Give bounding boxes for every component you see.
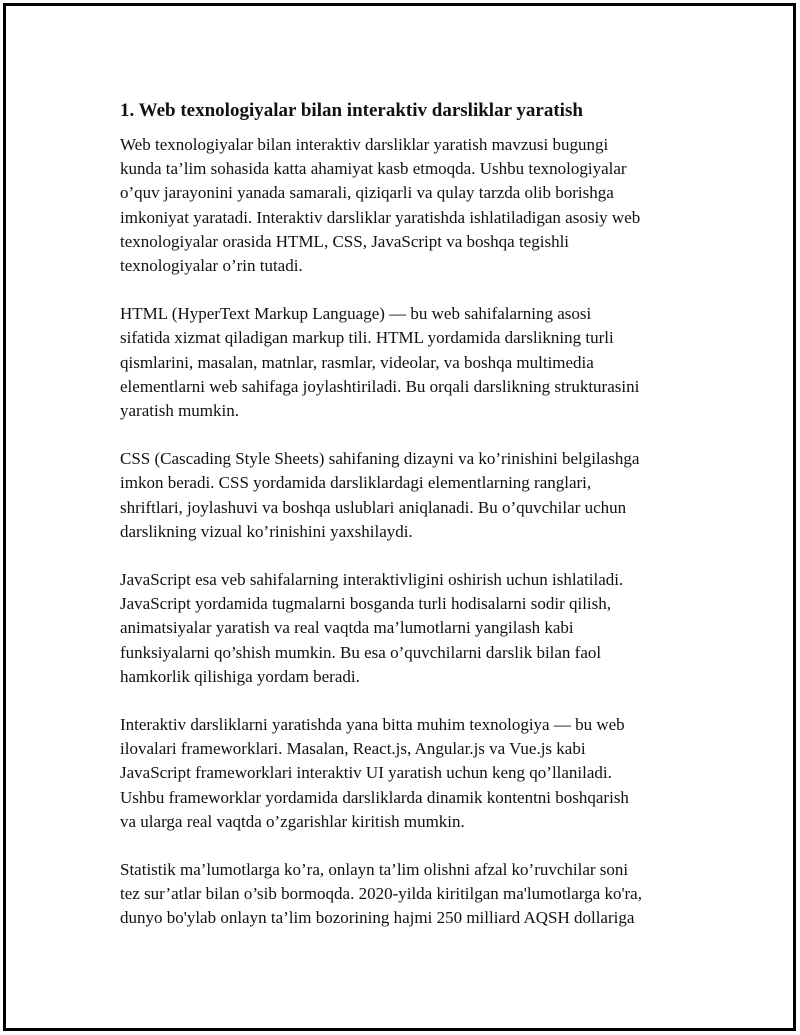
paragraph-css: CSS (Cascading Style Sheets) sahifaning dizayni va ko’rinishini belgilashga imkon beradi. CSS yordamida darsliklardagi elementlarning ranglari, shriftlari, joylashuvi va boshqa uslublari aniqlanadi. Bu o’quvchilar uchun darslikning vizual ko’rinishini yaxshilaydi. <box>120 449 640 541</box>
section-title: 1. Web texnologiyalar bilan interaktiv darsliklar yaratish <box>120 100 583 121</box>
paragraph-intro: Web texnologiyalar bilan interaktiv darsliklar yaratish mavzusi bugungi kunda ta’lim sohasida katta ahamiyat kasb etmoqda. Ushbu texnologiyalar o’quv jarayonini yanada samarali, qiziqarli va qulay tarzda olib borishga imkoniyat yaratadi. Interaktiv darsliklar yaratishda ishlatiladigan asosiy web texnologiyalar orasida HTML, CSS, JavaScript va boshqa tegishli texnologiyalar o’rin tutadi. <box>120 135 641 276</box>
paragraph-javascript: JavaScript esa veb sahifalarning interaktivligini oshirish uchun ishlatiladi. JavaScript yordamida tugmalarni bosganda turli hodisalarni sodir qilish, animatsiyalar yaratish va real vaqtda ma’lumotlarni yangilash kabi funksiyalarni qo’shish mumkin. Bu esa o’quvchilarni darslik bilan faol hamkorlik qilishiga yordam beradi. <box>120 570 624 686</box>
paragraph-frameworks: Interaktiv darsliklarni yaratishda yana bitta muhim texnologiya — bu web ilovalari frameworklari. Masalan, React.js, Angular.js va Vue.js kabi JavaScript frameworklari interaktiv UI yaratish uchun keng qo’llaniladi. Ushbu frameworklar yordamida darsliklarda dinamik kontentni boshqarish va ularga real vaqtda o’zgarishlar kiritish mumkin. <box>120 715 629 831</box>
document-body <box>120 98 695 955</box>
paragraph-html: HTML (HyperText Markup Language) — bu web sahifalarning asosi sifatida xizmat qiladigan markup tili. HTML yordamida darslikning turli qismlarini, masalan, matnlar, rasmlar, videolar, va boshqa multimedia elementlarni web sahifaga joylashtiriladi. Bu orqali darslikning strukturasini yaratish mumkin. <box>120 304 640 421</box>
paragraph-statistics: Statistik ma’lumotlarga ko’ra, onlayn ta’lim olishni afzal ko’ruvchilar soni tez sur’atlar bilan o’sib bormoqda. 2020-yilda kiritilgan ma'lumotlarga ko'ra, dunyo bo'ylab onlayn ta’lim bozorining hajmi 250 milliard AQSH dollariga <box>120 860 642 928</box>
page-frame <box>3 3 796 1031</box>
